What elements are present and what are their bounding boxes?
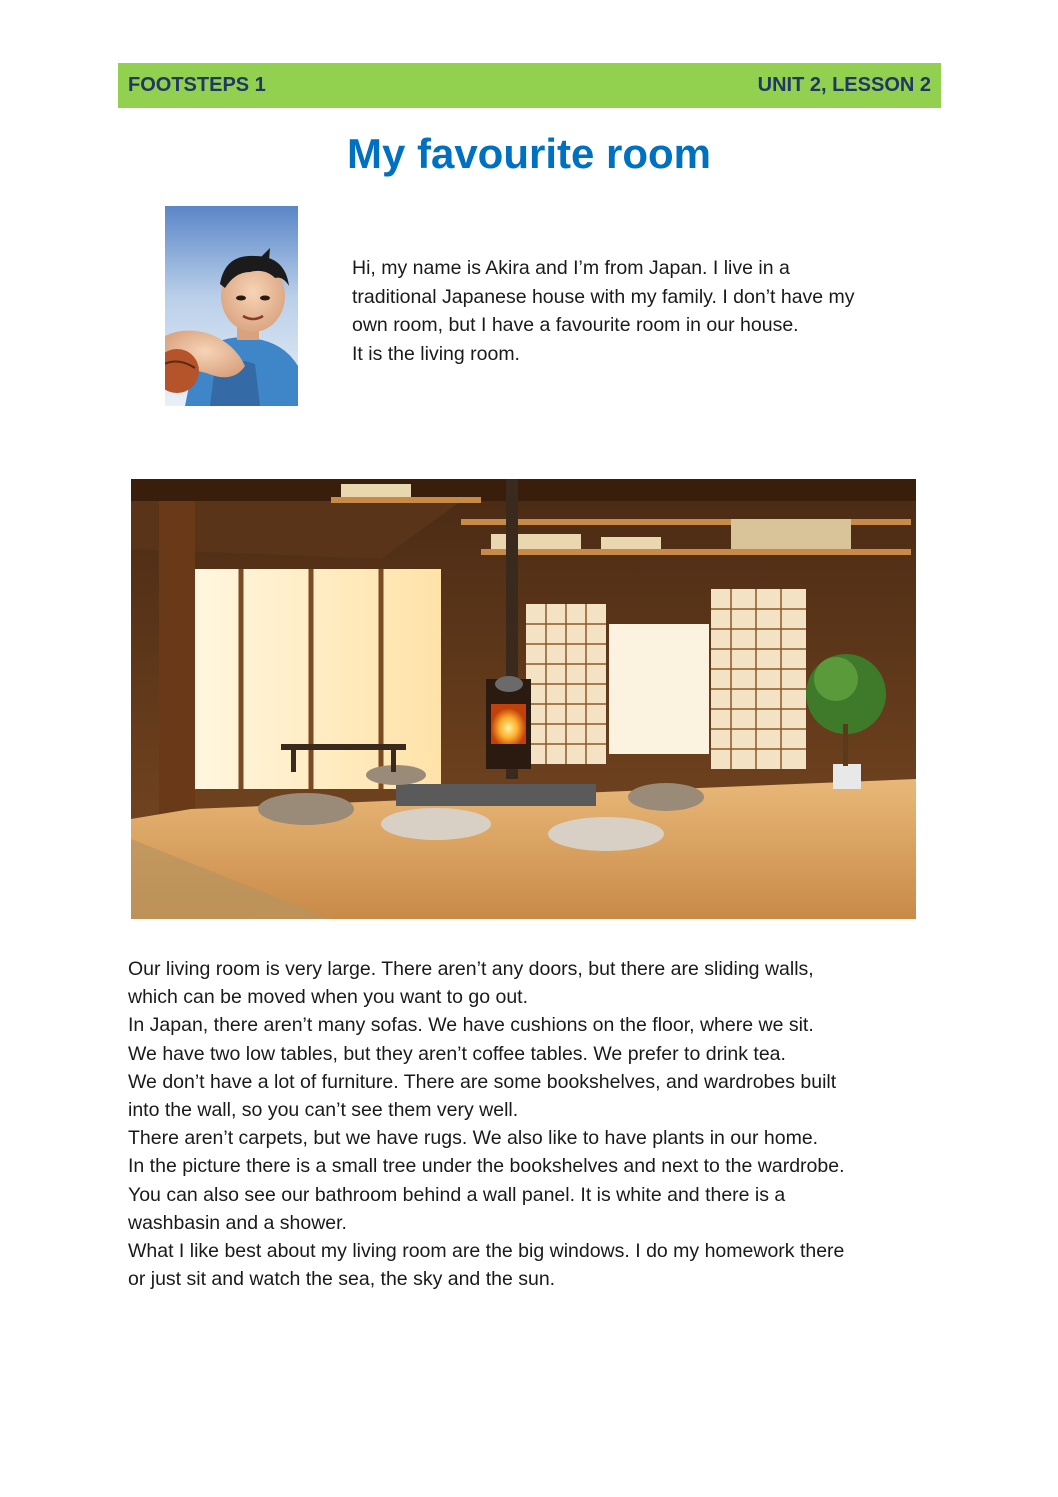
body-line: What I like best about my living room are the big windows. I do my homework there xyxy=(128,1240,845,1263)
body-line: into the wall, so you can’t see them very well. xyxy=(128,1099,519,1122)
course-label: FOOTSTEPS 1 xyxy=(128,74,266,96)
body-line: Our living room is very large. There aren’t any doors, but there are sliding walls, xyxy=(128,958,814,980)
intro-line: traditional Japanese house with my family. I don’t have my xyxy=(352,285,855,308)
intro-line: Hi, my name is Akira and I’m from Japan. I live in a xyxy=(352,257,790,279)
body-paragraph xyxy=(128,955,928,1293)
intro-paragraph xyxy=(352,254,932,368)
body-line: In Japan, there aren’t many sofas. We have cushions on the floor, where we sit. xyxy=(128,1014,814,1037)
body-line: We don’t have a lot of furniture. There are some bookshelves, and wardrobes built xyxy=(128,1070,837,1093)
body-line: We have two low tables, but they aren’t coffee tables. We prefer to drink tea. xyxy=(128,1042,786,1065)
boy-portrait-image xyxy=(165,206,298,406)
living-room-image xyxy=(131,479,916,919)
body-line: There aren’t carpets, but we have rugs. We also like to have plants in our home. xyxy=(128,1127,819,1150)
lesson-header-bar xyxy=(118,63,941,108)
body-line: or just sit and watch the sea, the sky and the sun. xyxy=(128,1268,556,1291)
body-line: washbasin and a shower. xyxy=(128,1211,347,1234)
body-line: In the picture there is a small tree under the bookshelves and next to the wardrobe. xyxy=(128,1155,845,1178)
intro-line: own room, but I have a favourite room in our house. xyxy=(352,314,799,337)
body-line: You can also see our bathroom behind a wall panel. It is white and there is a xyxy=(128,1183,786,1206)
unit-lesson-label: UNIT 2, LESSON 2 xyxy=(757,74,931,96)
intro-line: It is the living room. xyxy=(352,342,520,365)
body-line: which can be moved when you want to go out. xyxy=(128,986,528,1009)
page-title: My favourite room xyxy=(346,130,712,177)
